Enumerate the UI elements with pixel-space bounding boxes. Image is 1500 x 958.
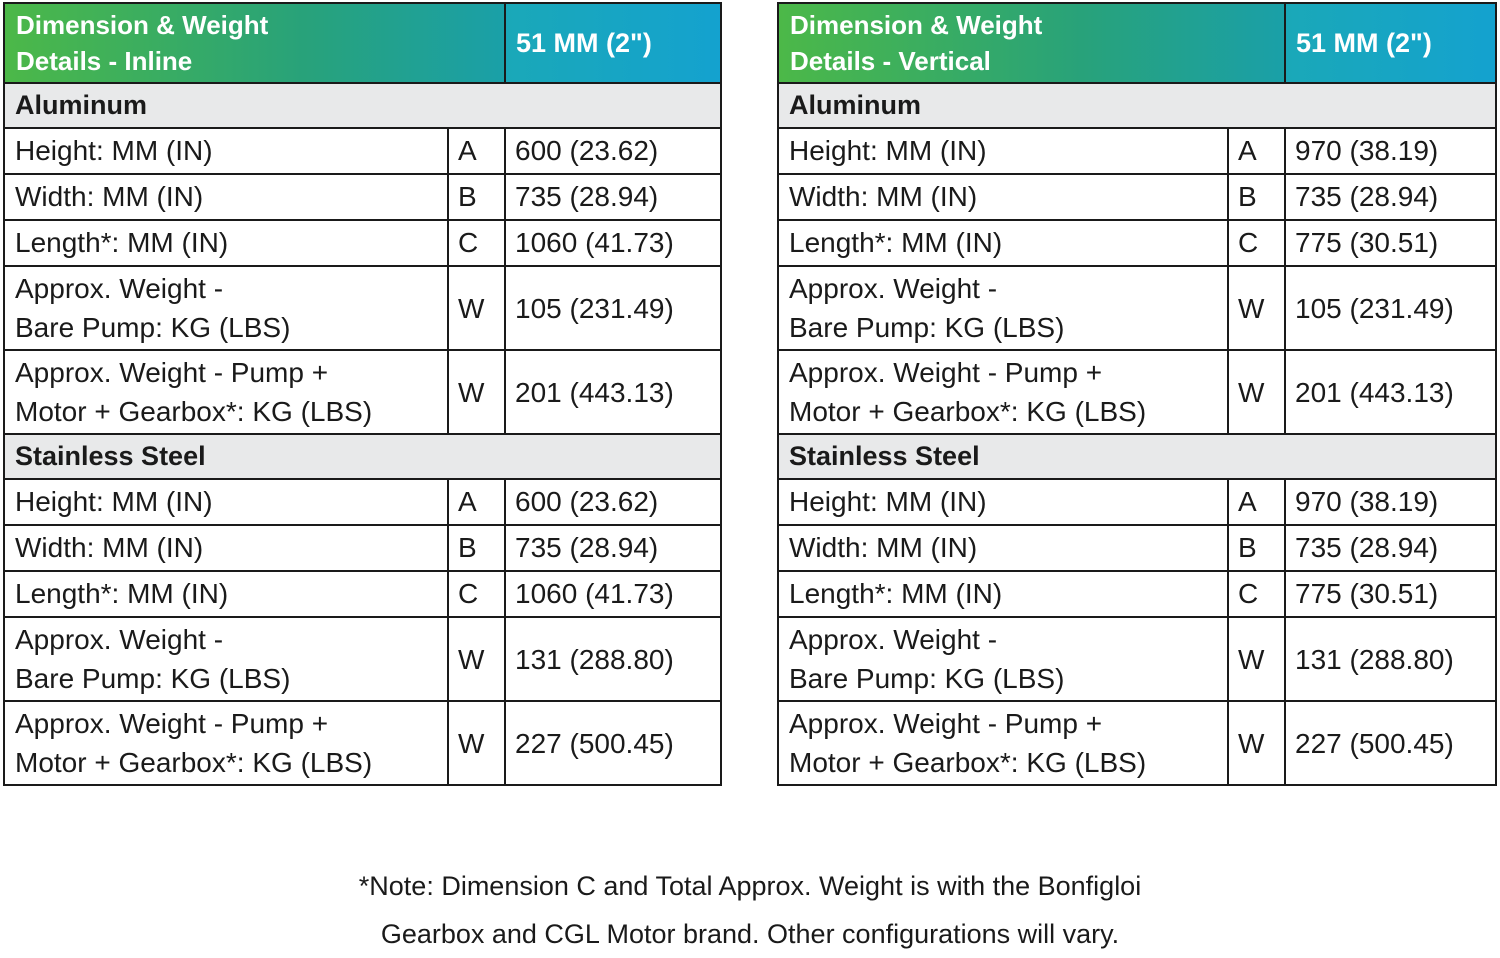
row-label: Height: MM (IN) (778, 128, 1228, 174)
table-row (4, 350, 721, 434)
row-label-line2: Bare Pump: KG (LBS) (15, 663, 291, 694)
row-value: 600 (23.62) (505, 479, 721, 525)
row-value: 775 (30.51) (1285, 571, 1496, 617)
table-title-line1: Dimension & Weight (790, 10, 1043, 40)
row-label: Width: MM (IN) (778, 174, 1228, 220)
table-title-line2: Details - Inline (16, 46, 193, 76)
row-label: Length*: MM (IN) (4, 571, 448, 617)
row-label: Length*: MM (IN) (4, 220, 448, 266)
row-label: Width: MM (IN) (4, 174, 448, 220)
table-row (4, 701, 721, 785)
table-row (778, 220, 1496, 266)
row-label: Height: MM (IN) (4, 128, 448, 174)
footnote (0, 862, 1500, 958)
row-code: C (448, 571, 505, 617)
table-row (778, 174, 1496, 220)
section-heading: Aluminum (4, 83, 721, 128)
section-heading: Stainless Steel (778, 434, 1496, 479)
table-row (4, 479, 721, 525)
row-label (4, 350, 448, 434)
row-label-line1: Approx. Weight - (15, 273, 224, 304)
row-label (778, 266, 1228, 350)
section-row-stainless (778, 434, 1496, 479)
table-row (4, 174, 721, 220)
table-row (4, 266, 721, 350)
row-value: 735 (28.94) (1285, 174, 1496, 220)
inline-dimension-table (3, 2, 722, 786)
table-header-row (4, 3, 721, 83)
row-label: Width: MM (IN) (4, 525, 448, 571)
row-code: W (1228, 701, 1285, 785)
table-row (778, 571, 1496, 617)
section-row-aluminum (778, 83, 1496, 128)
row-label (4, 617, 448, 701)
row-label-line1: Approx. Weight - (789, 624, 998, 655)
row-code: C (1228, 220, 1285, 266)
row-label (4, 701, 448, 785)
row-value: 735 (28.94) (505, 525, 721, 571)
row-code: W (448, 617, 505, 701)
row-label-line1: Approx. Weight - (789, 273, 998, 304)
row-code: C (1228, 571, 1285, 617)
row-value: 970 (38.19) (1285, 128, 1496, 174)
table-row (778, 701, 1496, 785)
row-value: 735 (28.94) (1285, 525, 1496, 571)
section-heading: Stainless Steel (4, 434, 721, 479)
row-value: 105 (231.49) (1285, 266, 1496, 350)
row-label-line2: Motor + Gearbox*: KG (LBS) (15, 747, 373, 778)
section-row-aluminum (4, 83, 721, 128)
row-label-line2: Motor + Gearbox*: KG (LBS) (15, 396, 373, 427)
row-label (778, 701, 1228, 785)
row-code: B (448, 525, 505, 571)
row-value: 227 (500.45) (505, 701, 721, 785)
table-title-line2: Details - Vertical (790, 46, 991, 76)
row-value: 131 (288.80) (505, 617, 721, 701)
row-value: 735 (28.94) (505, 174, 721, 220)
table-title-line1: Dimension & Weight (16, 10, 269, 40)
row-label-line1: Approx. Weight - Pump + (15, 708, 329, 739)
table-row (4, 617, 721, 701)
table-row (4, 525, 721, 571)
row-code: B (448, 174, 505, 220)
table-row (4, 571, 721, 617)
row-code: C (448, 220, 505, 266)
row-label: Length*: MM (IN) (778, 571, 1228, 617)
footnote-line1: *Note: Dimension C and Total Approx. Weight is with the Bonfigloi (358, 871, 1142, 901)
row-label: Height: MM (IN) (778, 479, 1228, 525)
row-label: Width: MM (IN) (778, 525, 1228, 571)
table-row (4, 220, 721, 266)
table-title (4, 3, 505, 83)
row-label: Length*: MM (IN) (778, 220, 1228, 266)
row-code: B (1228, 525, 1285, 571)
row-value: 131 (288.80) (1285, 617, 1496, 701)
row-code: W (1228, 617, 1285, 701)
row-label-line1: Approx. Weight - (15, 624, 224, 655)
section-row-stainless (4, 434, 721, 479)
row-label (778, 617, 1228, 701)
row-label-line1: Approx. Weight - Pump + (789, 708, 1103, 739)
row-code: W (1228, 350, 1285, 434)
row-label-line2: Motor + Gearbox*: KG (LBS) (789, 396, 1147, 427)
table-header-row (778, 3, 1496, 83)
row-value: 227 (500.45) (1285, 701, 1496, 785)
row-value: 775 (30.51) (1285, 220, 1496, 266)
row-label-line1: Approx. Weight - Pump + (789, 357, 1103, 388)
row-label (4, 266, 448, 350)
table-row (778, 128, 1496, 174)
section-heading: Aluminum (778, 83, 1496, 128)
vertical-table (777, 2, 1497, 786)
row-label: Height: MM (IN) (4, 479, 448, 525)
size-header: 51 MM (2") (1285, 3, 1496, 83)
row-code: W (448, 350, 505, 434)
row-value: 1060 (41.73) (505, 220, 721, 266)
row-value: 201 (443.13) (505, 350, 721, 434)
table-row (778, 617, 1496, 701)
row-code: B (1228, 174, 1285, 220)
table-title (778, 3, 1285, 83)
row-code: A (448, 479, 505, 525)
inline-table (3, 2, 722, 786)
footnote-line2: Gearbox and CGL Motor brand. Other configurations will vary. (380, 919, 1120, 949)
row-value: 201 (443.13) (1285, 350, 1496, 434)
row-label-line2: Bare Pump: KG (LBS) (789, 663, 1065, 694)
row-value: 1060 (41.73) (505, 571, 721, 617)
table-row (778, 525, 1496, 571)
row-code: A (448, 128, 505, 174)
table-row (778, 479, 1496, 525)
row-label-line2: Bare Pump: KG (LBS) (789, 312, 1065, 343)
vertical-dimension-table (777, 2, 1497, 786)
table-row (778, 266, 1496, 350)
row-code: A (1228, 128, 1285, 174)
row-code: W (448, 701, 505, 785)
row-code: A (1228, 479, 1285, 525)
row-value: 105 (231.49) (505, 266, 721, 350)
table-row (4, 128, 721, 174)
row-label-line2: Bare Pump: KG (LBS) (15, 312, 291, 343)
row-code: W (1228, 266, 1285, 350)
row-label (778, 350, 1228, 434)
table-row (778, 350, 1496, 434)
row-value: 600 (23.62) (505, 128, 721, 174)
size-header: 51 MM (2") (505, 3, 721, 83)
row-label-line2: Motor + Gearbox*: KG (LBS) (789, 747, 1147, 778)
row-label-line1: Approx. Weight - Pump + (15, 357, 329, 388)
row-value: 970 (38.19) (1285, 479, 1496, 525)
row-code: W (448, 266, 505, 350)
